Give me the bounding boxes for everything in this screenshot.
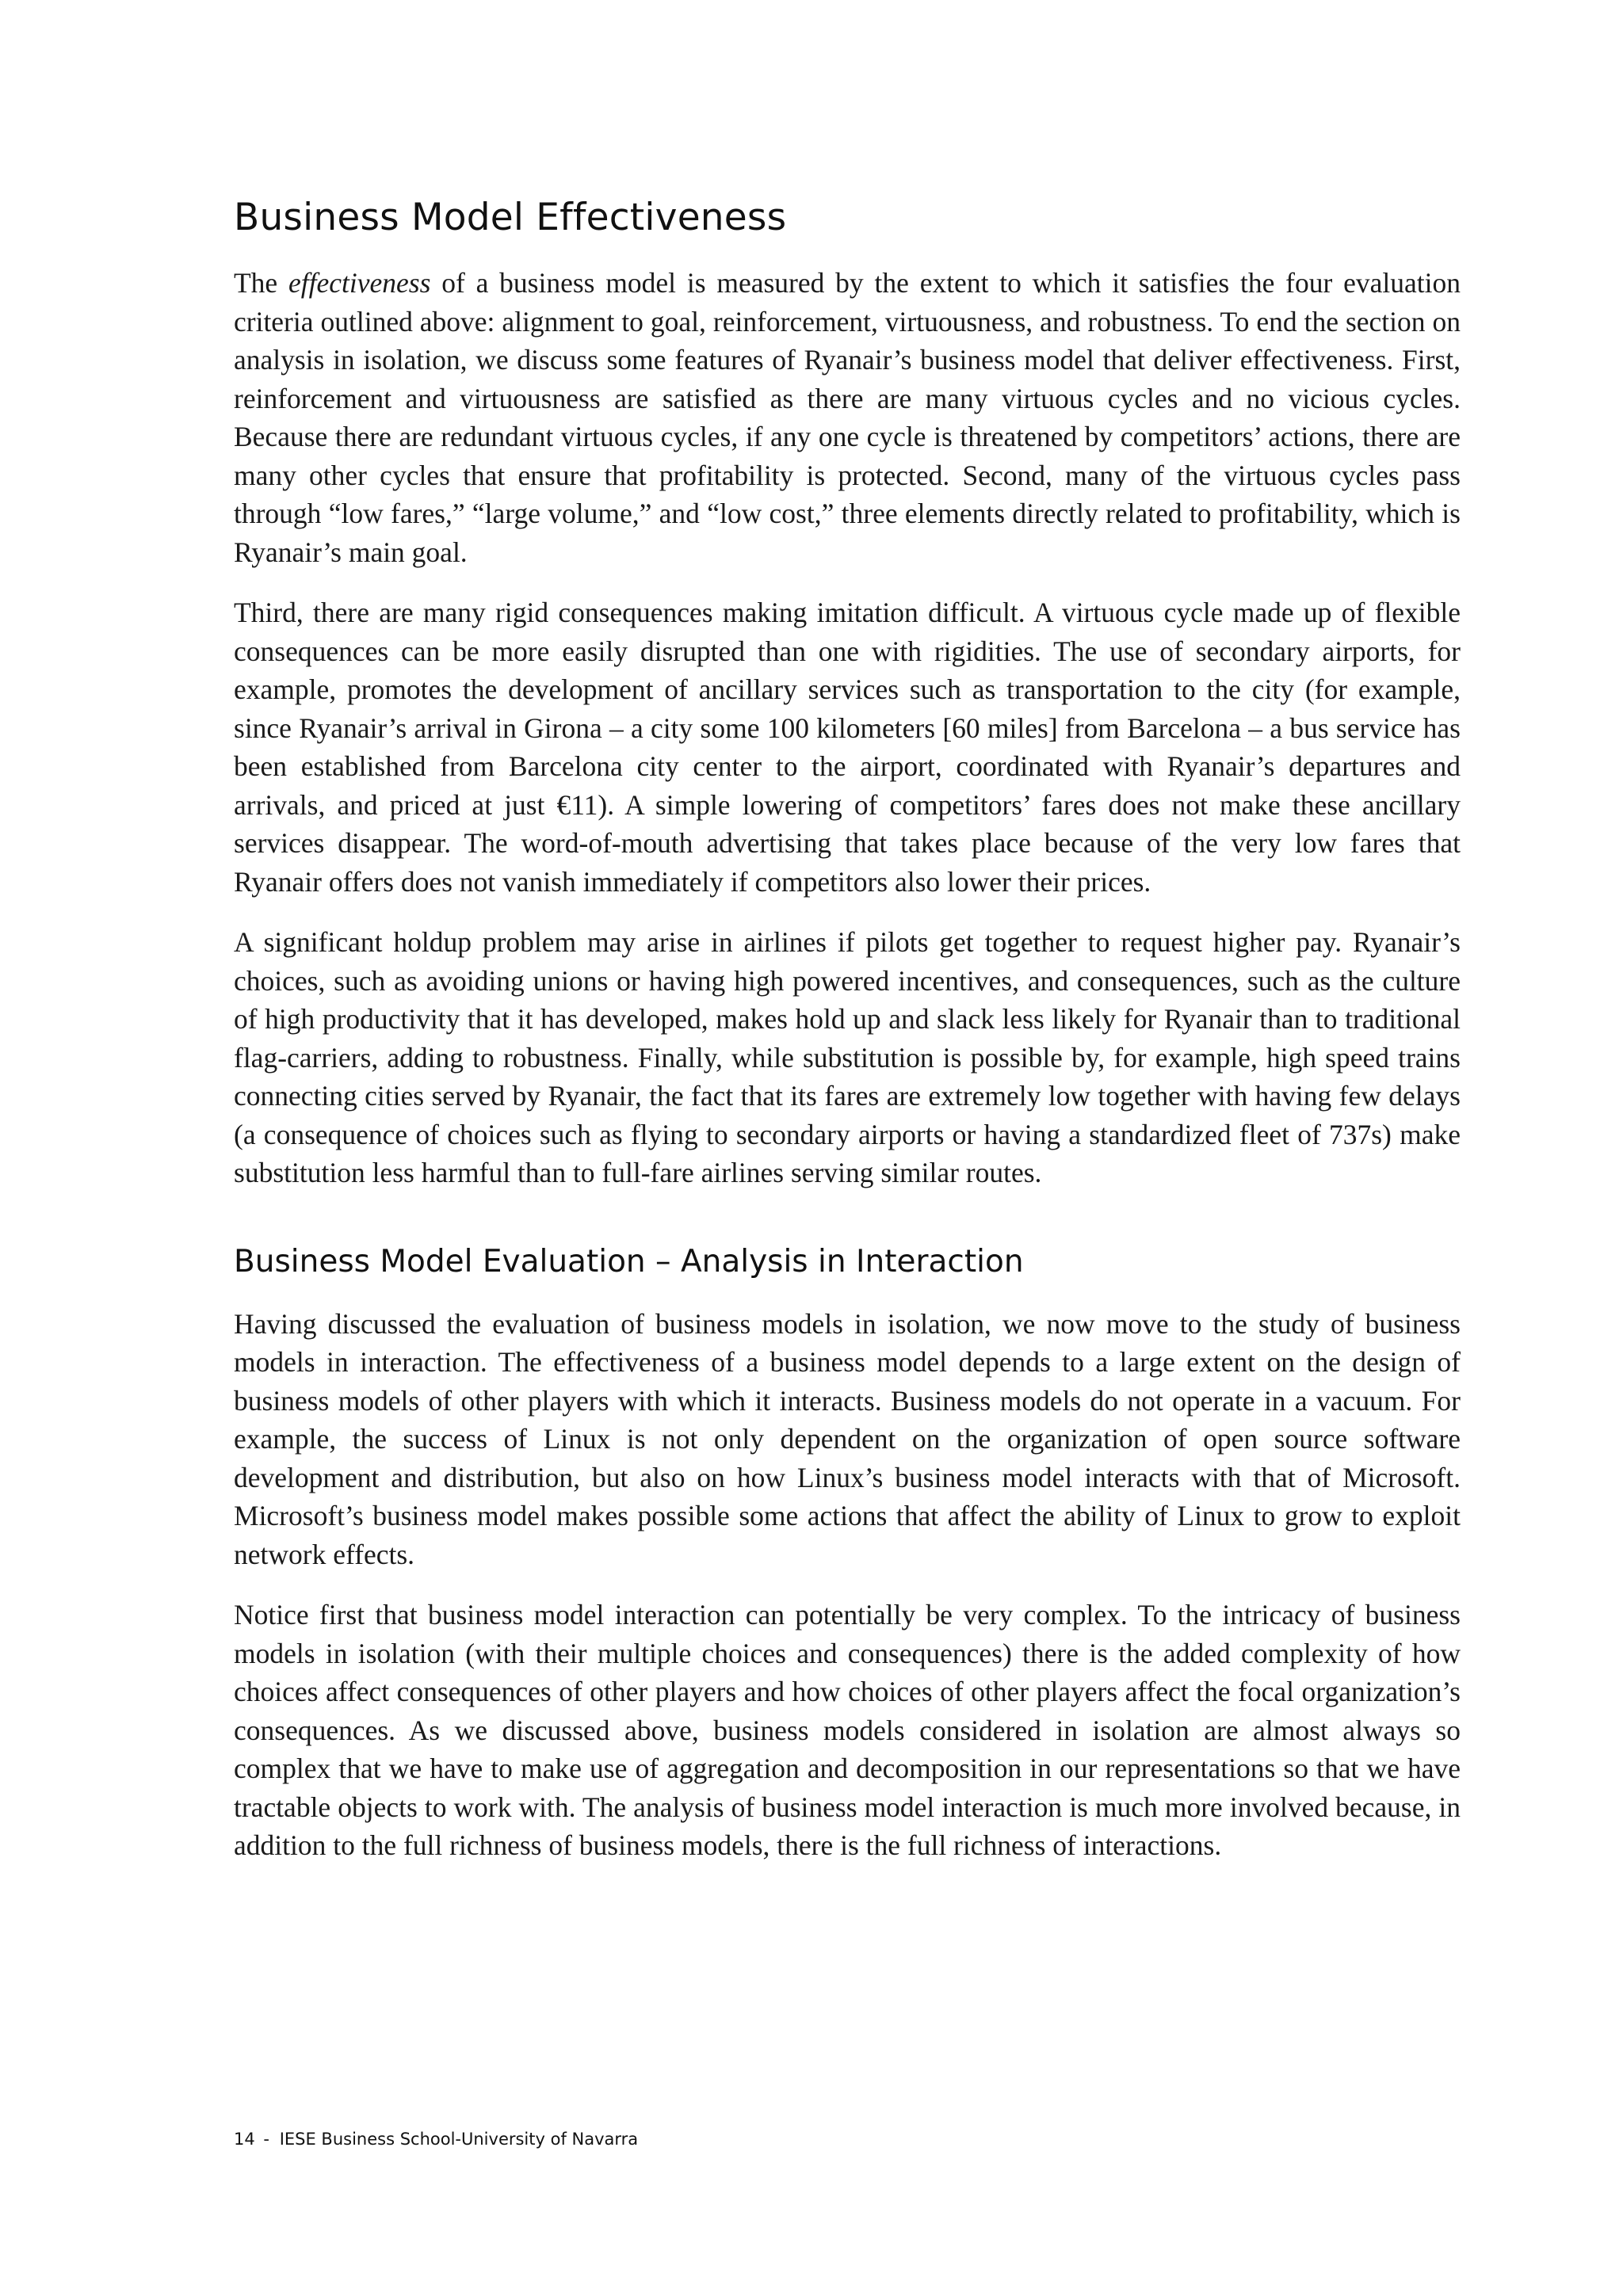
- footer-institution: IESE Business School-University of Navarra: [279, 2130, 639, 2149]
- paragraph-body-text: of a business model is measured by the extent to which it satisfies the four evaluation criteria outlined above: alignment to goal, reinforcement, virtuousness, and robustness. To end the section on analysis in isolation, we discuss some features of Ryanair’s business model that deliver effectiveness. First, reinforcement and virtuousness are satisfied as there are many virtuous cycles and no vicious cycles. Because there are redundant virtuous cycles, if any one cycle is threatened by competitors’ actions, there are many other cycles that ensure that profitability is protected. Second, many of the virtuous cycles pass through “low fares,” “large volume,” and “low cost,” three elements directly related to profitability, which is Ryanair’s main goal.: [234, 267, 1461, 568]
- page-footer: [234, 2130, 638, 2149]
- section-title-interaction: Business Model Evaluation – Analysis in Interaction: [234, 1243, 1024, 1280]
- document-page: [234, 194, 1461, 1887]
- emphasized-term: effectiveness: [288, 267, 431, 299]
- paragraph-rigid-consequences: Third, there are many rigid consequences making imitation difficult. A virtuous cycle made up of flexible consequences can be more easily disrupted than one with rigidities. The use of secondary airports, for example, promotes the development of ancillary services such as transportation to the city (for example, since Ryanair’s arrival in Girona – a city some 100 kilometers [60 miles] from Barcelona – a bus service has been established from Barcelona city center to the airport, coordinated with Ryanair’s departures and arrivals, and priced at just €11). A simple lowering of competitors’ fares does not make these ancillary services disappear. The word-of-mouth advertising that takes place because of the very low fares that Ryanair offers does not vanish immediately if competitors also lower their prices.: [234, 597, 1461, 898]
- paragraph-lead-text: The: [234, 267, 289, 299]
- paragraph-interaction-intro: Having discussed the evaluation of business models in isolation, we now move to the study of business models in interaction. The effectiveness of a business model depends to a large extent on the design of business models of other players with which it interacts. Business models do not operate in a vacuum. For example, the success of Linux is not only dependent on the organization of open source software development and distribution, but also on how Linux’s business model interacts with that of Microsoft. Microsoft’s business model makes possible some actions that affect the ability of Linux to grow to exploit network effects.: [234, 1307, 1461, 1570]
- footer-separator: -: [263, 2130, 269, 2149]
- page-number: 14: [234, 2130, 255, 2149]
- paragraph-holdup-problem: A significant holdup problem may arise in airlines if pilots get together to request higher pay. Ryanair’s choices, such as avoiding unions or having high powered incentives, and consequences, such as the culture of high productivity that it has developed, makes hold up and slack less likely for Ryanair than to traditional flag-carriers, adding to robustness. Finally, while substitution is possible by, for example, high speed trains connecting cities served by Ryanair, the fact that its fares are extremely low together with having few delays (a consequence of choices such as flying to secondary airports or having a standardized fleet of 737s) make substitution less harmful than to full-fare airlines serving similar routes.: [234, 926, 1461, 1188]
- section-title-effectiveness: Business Model Effectiveness: [234, 196, 787, 239]
- paragraph-effectiveness-intro: [234, 264, 1461, 571]
- paragraph-interaction-complexity: Notice first that business model interaction can potentially be very complex. To the intricacy of business models in isolation (with their multiple choices and consequences) there is the added complexity of how choices affect consequences of other players and how choices of other players affect the focal organization’s consequences. As we discussed above, business models considered in isolation are almost always so complex that we have to make use of aggregation and decomposition in our representations so that we have tractable objects to work with. The analysis of business model interaction is much more involved because, in addition to the full richness of business models, there is the full richness of interactions.: [234, 1599, 1461, 1861]
